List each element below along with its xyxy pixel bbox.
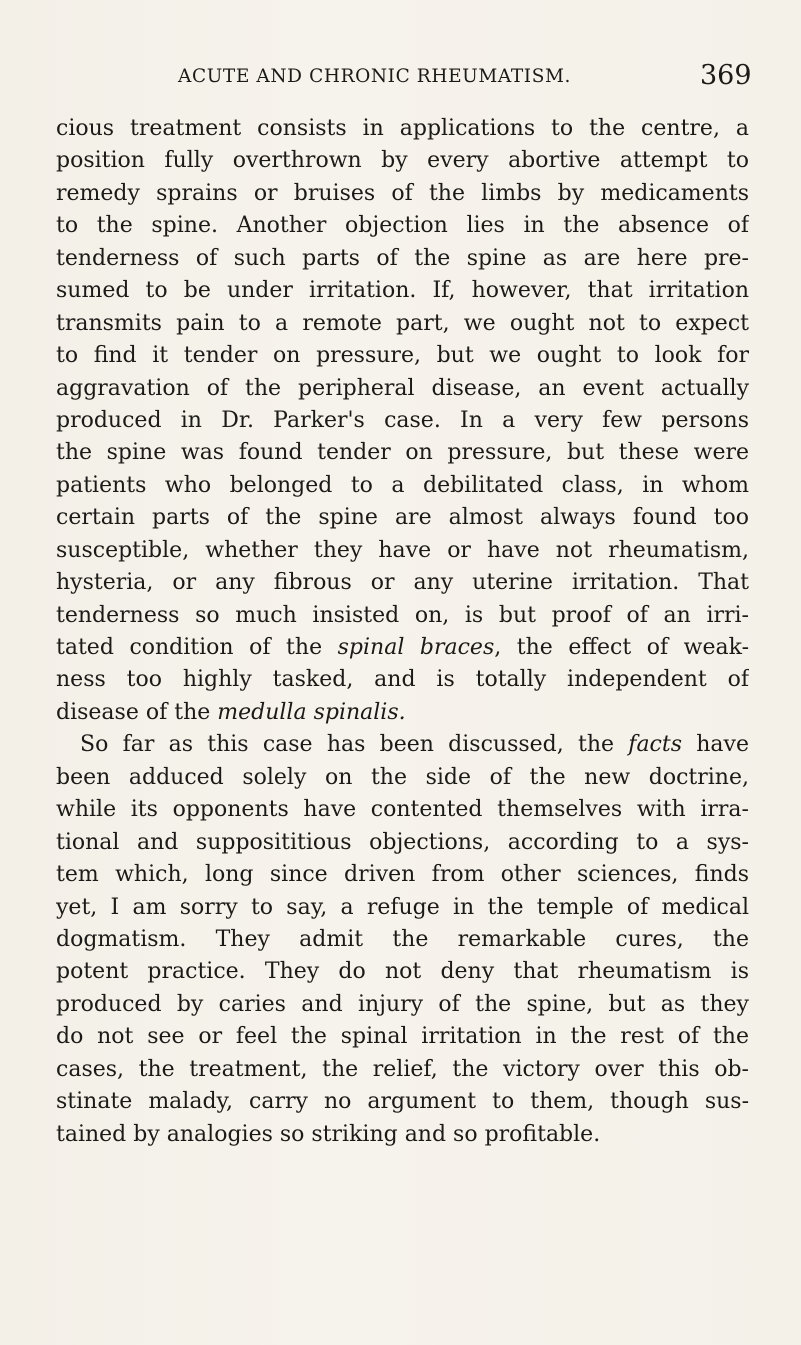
text-segment: potent practice. They do not deny that rheumatism is (56, 959, 749, 985)
text-segment: disease of the (56, 699, 218, 725)
text-segment: yet, I am sorry to say, a refuge in the temple of medical (56, 894, 749, 920)
text-segment: produced in Dr. Parker's case. In a very few persons (56, 407, 749, 433)
text-line (56, 1021, 749, 1053)
text-segment: So far as this case has been discussed, the (80, 732, 629, 758)
text-segment: have (682, 732, 749, 758)
italic-text: medulla spinalis. (217, 699, 406, 725)
text-line (56, 145, 749, 177)
text-line (56, 600, 749, 632)
running-head: ACUTE AND CHRONIC RHEUMATISM. (178, 66, 572, 87)
text-segment: to find it tender on pressure, but we ought to look for (56, 343, 749, 369)
text-segment: tated condition of the (56, 635, 338, 660)
text-line (56, 1054, 749, 1086)
text-segment: aggravation of the peripheral disease, an event actually (56, 375, 749, 401)
text-segment: susceptible, whether they have or have not rheumatism, (56, 537, 749, 563)
text-segment: hysteria, or any fibrous or any uterine irritation. That (56, 570, 749, 596)
text-segment: dogmatism. They admit the remarkable cures, the (56, 926, 749, 952)
text-line (56, 405, 749, 437)
italic-text: spinal braces (337, 635, 495, 660)
text-line (56, 243, 749, 275)
text-line (56, 502, 749, 534)
body-text (56, 113, 749, 1151)
text-line (56, 567, 749, 599)
text-segment: tained by analogies so striking and so profitable. (56, 1121, 601, 1147)
text-segment: ness too highly tasked, and is totally independent of (56, 667, 749, 693)
text-segment: been adduced solely on the side of the new doctrine, (56, 764, 749, 790)
italic-text: facts (628, 732, 683, 758)
text-line (56, 178, 749, 210)
text-segment: to the spine. Another objection lies in the absence of (56, 213, 749, 239)
text-segment: patients who belonged to a debilitated class, in whom (56, 472, 749, 498)
text-segment: tenderness of such parts of the spine as are here pre- (56, 245, 749, 271)
text-line (56, 989, 749, 1021)
text-line (56, 956, 749, 988)
text-segment: the spine was found tender on pressure, but these were (56, 440, 749, 466)
text-segment: sumed to be under irritation. If, however, that irritation (56, 278, 749, 304)
text-segment: do not see or feel the spinal irritation in the rest of the (56, 1024, 749, 1050)
text-line (56, 762, 749, 794)
text-line (56, 470, 749, 502)
text-line (56, 892, 749, 924)
text-line (56, 373, 749, 405)
text-segment: stinate malady, carry no argument to them, though sus- (56, 1089, 749, 1115)
text-line (56, 113, 749, 145)
text-line (56, 859, 749, 891)
text-segment: tenderness so much insisted on, is but proof of an irri- (56, 602, 749, 628)
text-segment: while its opponents have contented themselves with irra- (56, 797, 749, 823)
text-line (56, 632, 749, 664)
text-line (56, 340, 749, 372)
text-segment: tional and supposititious objections, according to a sys- (56, 829, 749, 855)
text-segment: , the effect of weak- (494, 635, 749, 660)
text-segment: certain parts of the spine are almost always found too (56, 505, 749, 531)
text-line (56, 1086, 749, 1118)
text-line (56, 794, 749, 826)
text-line (56, 437, 749, 469)
text-segment: cases, the treatment, the relief, the victory over this ob- (56, 1056, 749, 1082)
text-segment: tem which, long since driven from other sciences, finds (56, 862, 749, 888)
text-line (56, 275, 749, 307)
text-line (56, 210, 749, 242)
text-segment: position fully overthrown by every abortive attempt to (56, 148, 749, 174)
text-segment: cious treatment consists in applications to the centre, a (56, 116, 749, 141)
text-line (56, 697, 749, 729)
text-line (56, 729, 749, 761)
text-line (56, 535, 749, 567)
text-segment: produced by caries and injury of the spine, but as they (56, 991, 749, 1017)
text-segment: transmits pain to a remote part, we ought not to expect (56, 310, 749, 336)
text-line (56, 308, 749, 340)
page-number: 369 (700, 60, 752, 91)
text-line (56, 924, 749, 956)
text-line (56, 827, 749, 859)
text-line (56, 1119, 749, 1151)
text-line (56, 664, 749, 696)
text-segment: remedy sprains or bruises of the limbs by medicaments (56, 180, 749, 206)
